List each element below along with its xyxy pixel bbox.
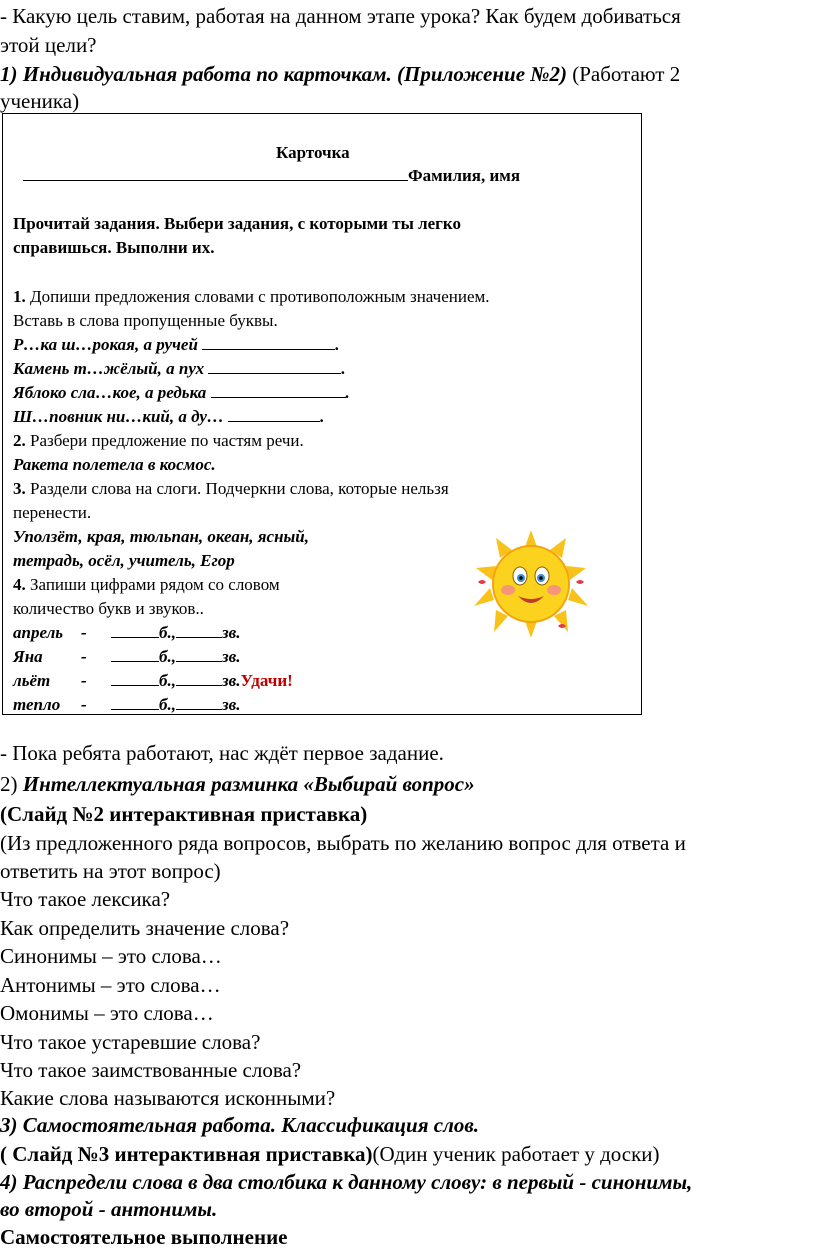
task4-dash: - bbox=[81, 647, 87, 666]
smiling-sun-icon bbox=[468, 528, 594, 640]
task4-dash: - bbox=[81, 623, 87, 642]
task1-item-text: Р…ка ш…рокая, а ручей bbox=[13, 335, 198, 354]
step1-heading bbox=[0, 62, 680, 86]
card-instruction: Прочитай задания. Выбери задания, с которыми ты легко bbox=[13, 214, 461, 233]
task3-text-cont: перенести. bbox=[13, 503, 92, 522]
question-item: Какие слова называются исконными? bbox=[0, 1086, 336, 1110]
step4-heading: 4) Распредели слова в два столбика к данному слову: в первый - синонимы, bbox=[0, 1170, 693, 1194]
good-luck-text: Удачи! bbox=[240, 671, 293, 690]
task3-number: 3. bbox=[13, 479, 26, 498]
task4-dash: - bbox=[81, 671, 87, 690]
sounds-blank bbox=[176, 623, 222, 638]
card-name-line bbox=[23, 166, 520, 186]
name-blank bbox=[23, 166, 408, 181]
question-item: Что такое заимствованные слова? bbox=[0, 1058, 302, 1082]
task4-row bbox=[13, 695, 240, 715]
slide3-note: (Один ученик работает у доски) bbox=[372, 1142, 660, 1166]
question-item: Синонимы – это слова… bbox=[0, 944, 222, 968]
task4-word: апрель bbox=[13, 623, 64, 642]
task4-row bbox=[13, 623, 240, 643]
step1-note: (Работают 2 bbox=[566, 62, 681, 86]
intro-question: - Какую цель ставим, работая на данном этапе урока? Как будем добиваться bbox=[0, 4, 681, 28]
question-item: Что такое лексика? bbox=[0, 887, 171, 911]
question-item: Омонимы – это слова… bbox=[0, 1001, 214, 1025]
task4-word: льёт bbox=[13, 671, 51, 690]
intro-question-cont: этой цели? bbox=[0, 33, 97, 57]
sounds-blank bbox=[176, 647, 222, 662]
sounds-abbr: зв. bbox=[221, 647, 241, 666]
step2-number: 2) bbox=[0, 772, 23, 796]
period: . bbox=[341, 359, 346, 378]
task1-item bbox=[13, 407, 324, 427]
slide2-label: (Слайд №2 интерактивная приставка) bbox=[0, 802, 368, 826]
answer-blank bbox=[208, 359, 341, 374]
task4-word: Яна bbox=[13, 647, 43, 666]
task1-number: 1. bbox=[13, 287, 26, 306]
sounds-abbr: зв. bbox=[221, 623, 241, 642]
sounds-blank bbox=[176, 695, 222, 710]
task1-item-text: Ш…повник ни…кий, а ду… bbox=[13, 407, 224, 426]
step1-note-cont: ученика) bbox=[0, 89, 80, 113]
task1-item-text: Камень т…жёлый, а пух bbox=[13, 359, 205, 378]
step2-description: (Из предложенного ряда вопросов, выбрать по желанию вопрос для ответа и bbox=[0, 831, 686, 855]
step2-description-cont: ответить на этот вопрос) bbox=[0, 859, 221, 883]
task2-sentence: Ракета полетела в космос. bbox=[13, 455, 216, 474]
task4-row bbox=[13, 647, 240, 667]
task1-text-cont: Вставь в слова пропущенные буквы. bbox=[13, 311, 278, 330]
step2-title: Интеллектуальная разминка «Выбирай вопрос» bbox=[22, 772, 475, 796]
task3-label: Раздели слова на слоги. Подчеркни слова, которые нельзя bbox=[25, 479, 449, 498]
task4-label: Запиши цифрами рядом со словом bbox=[25, 575, 280, 594]
letters-blank bbox=[111, 695, 159, 710]
task2-text bbox=[13, 431, 304, 451]
answer-blank bbox=[228, 407, 320, 422]
period: . bbox=[345, 383, 350, 402]
sounds-blank bbox=[176, 671, 222, 686]
task4-text-cont: количество букв и звуков.. bbox=[13, 599, 204, 618]
slide3-line bbox=[0, 1142, 660, 1166]
name-label: Фамилия, имя bbox=[408, 166, 521, 185]
letters-blank bbox=[111, 671, 159, 686]
task2-label: Разбери предложение по частям речи. bbox=[25, 431, 304, 450]
question-item: Антонимы – это слова… bbox=[0, 973, 221, 997]
letters-abbr: б., bbox=[159, 623, 176, 642]
sun-face bbox=[493, 546, 569, 622]
step4-heading-cont: во второй - антонимы. bbox=[0, 1197, 218, 1221]
period: . bbox=[320, 407, 325, 426]
sounds-abbr: зв. bbox=[221, 695, 241, 714]
waiting-line: - Пока ребята работают, нас ждёт первое задание. bbox=[0, 741, 444, 765]
letters-blank bbox=[111, 647, 159, 662]
task4-number: 4. bbox=[13, 575, 26, 594]
sounds-abbr: зв. bbox=[221, 671, 241, 690]
letters-abbr: б., bbox=[159, 695, 176, 714]
task4-dash: - bbox=[81, 695, 87, 714]
task3-text bbox=[13, 479, 449, 499]
task3-words-cont: тетрадь, осёл, учитель, Егор bbox=[13, 551, 235, 570]
task4-word: тепло bbox=[13, 695, 61, 714]
card-instruction-cont: справишься. Выполни их. bbox=[13, 238, 215, 257]
question-item: Что такое устаревшие слова? bbox=[0, 1030, 261, 1054]
step2-heading bbox=[0, 772, 475, 796]
task4-text bbox=[13, 575, 280, 595]
letters-blank bbox=[111, 623, 159, 638]
answer-blank bbox=[211, 383, 346, 398]
task3-words: Уползёт, края, тюльпан, океан, ясный, bbox=[13, 527, 310, 546]
task1-item bbox=[13, 359, 346, 379]
answer-blank bbox=[202, 335, 335, 350]
slide3-label: ( Слайд №3 интерактивная приставка) bbox=[0, 1142, 373, 1166]
step3-heading: 3) Самостоятельная работа. Классификация слов. bbox=[0, 1113, 480, 1137]
task1-item bbox=[13, 383, 350, 403]
task1-item-text: Яблоко сла…кое, а редька bbox=[13, 383, 207, 402]
letters-abbr: б., bbox=[159, 647, 176, 666]
letters-abbr: б., bbox=[159, 671, 176, 690]
step1-title: 1) Индивидуальная работа по карточкам. (Приложение №2) bbox=[0, 62, 567, 86]
task1-text bbox=[13, 287, 490, 307]
question-item: Как определить значение слова? bbox=[0, 916, 290, 940]
period: . bbox=[335, 335, 340, 354]
self-work-label: Самостоятельное выполнение bbox=[0, 1225, 288, 1249]
task2-number: 2. bbox=[13, 431, 26, 450]
task1-item bbox=[13, 335, 339, 355]
task4-row bbox=[13, 671, 293, 691]
task1-label: Допиши предложения словами с противоположным значением. bbox=[25, 287, 490, 306]
card-title: Карточка bbox=[276, 143, 350, 162]
